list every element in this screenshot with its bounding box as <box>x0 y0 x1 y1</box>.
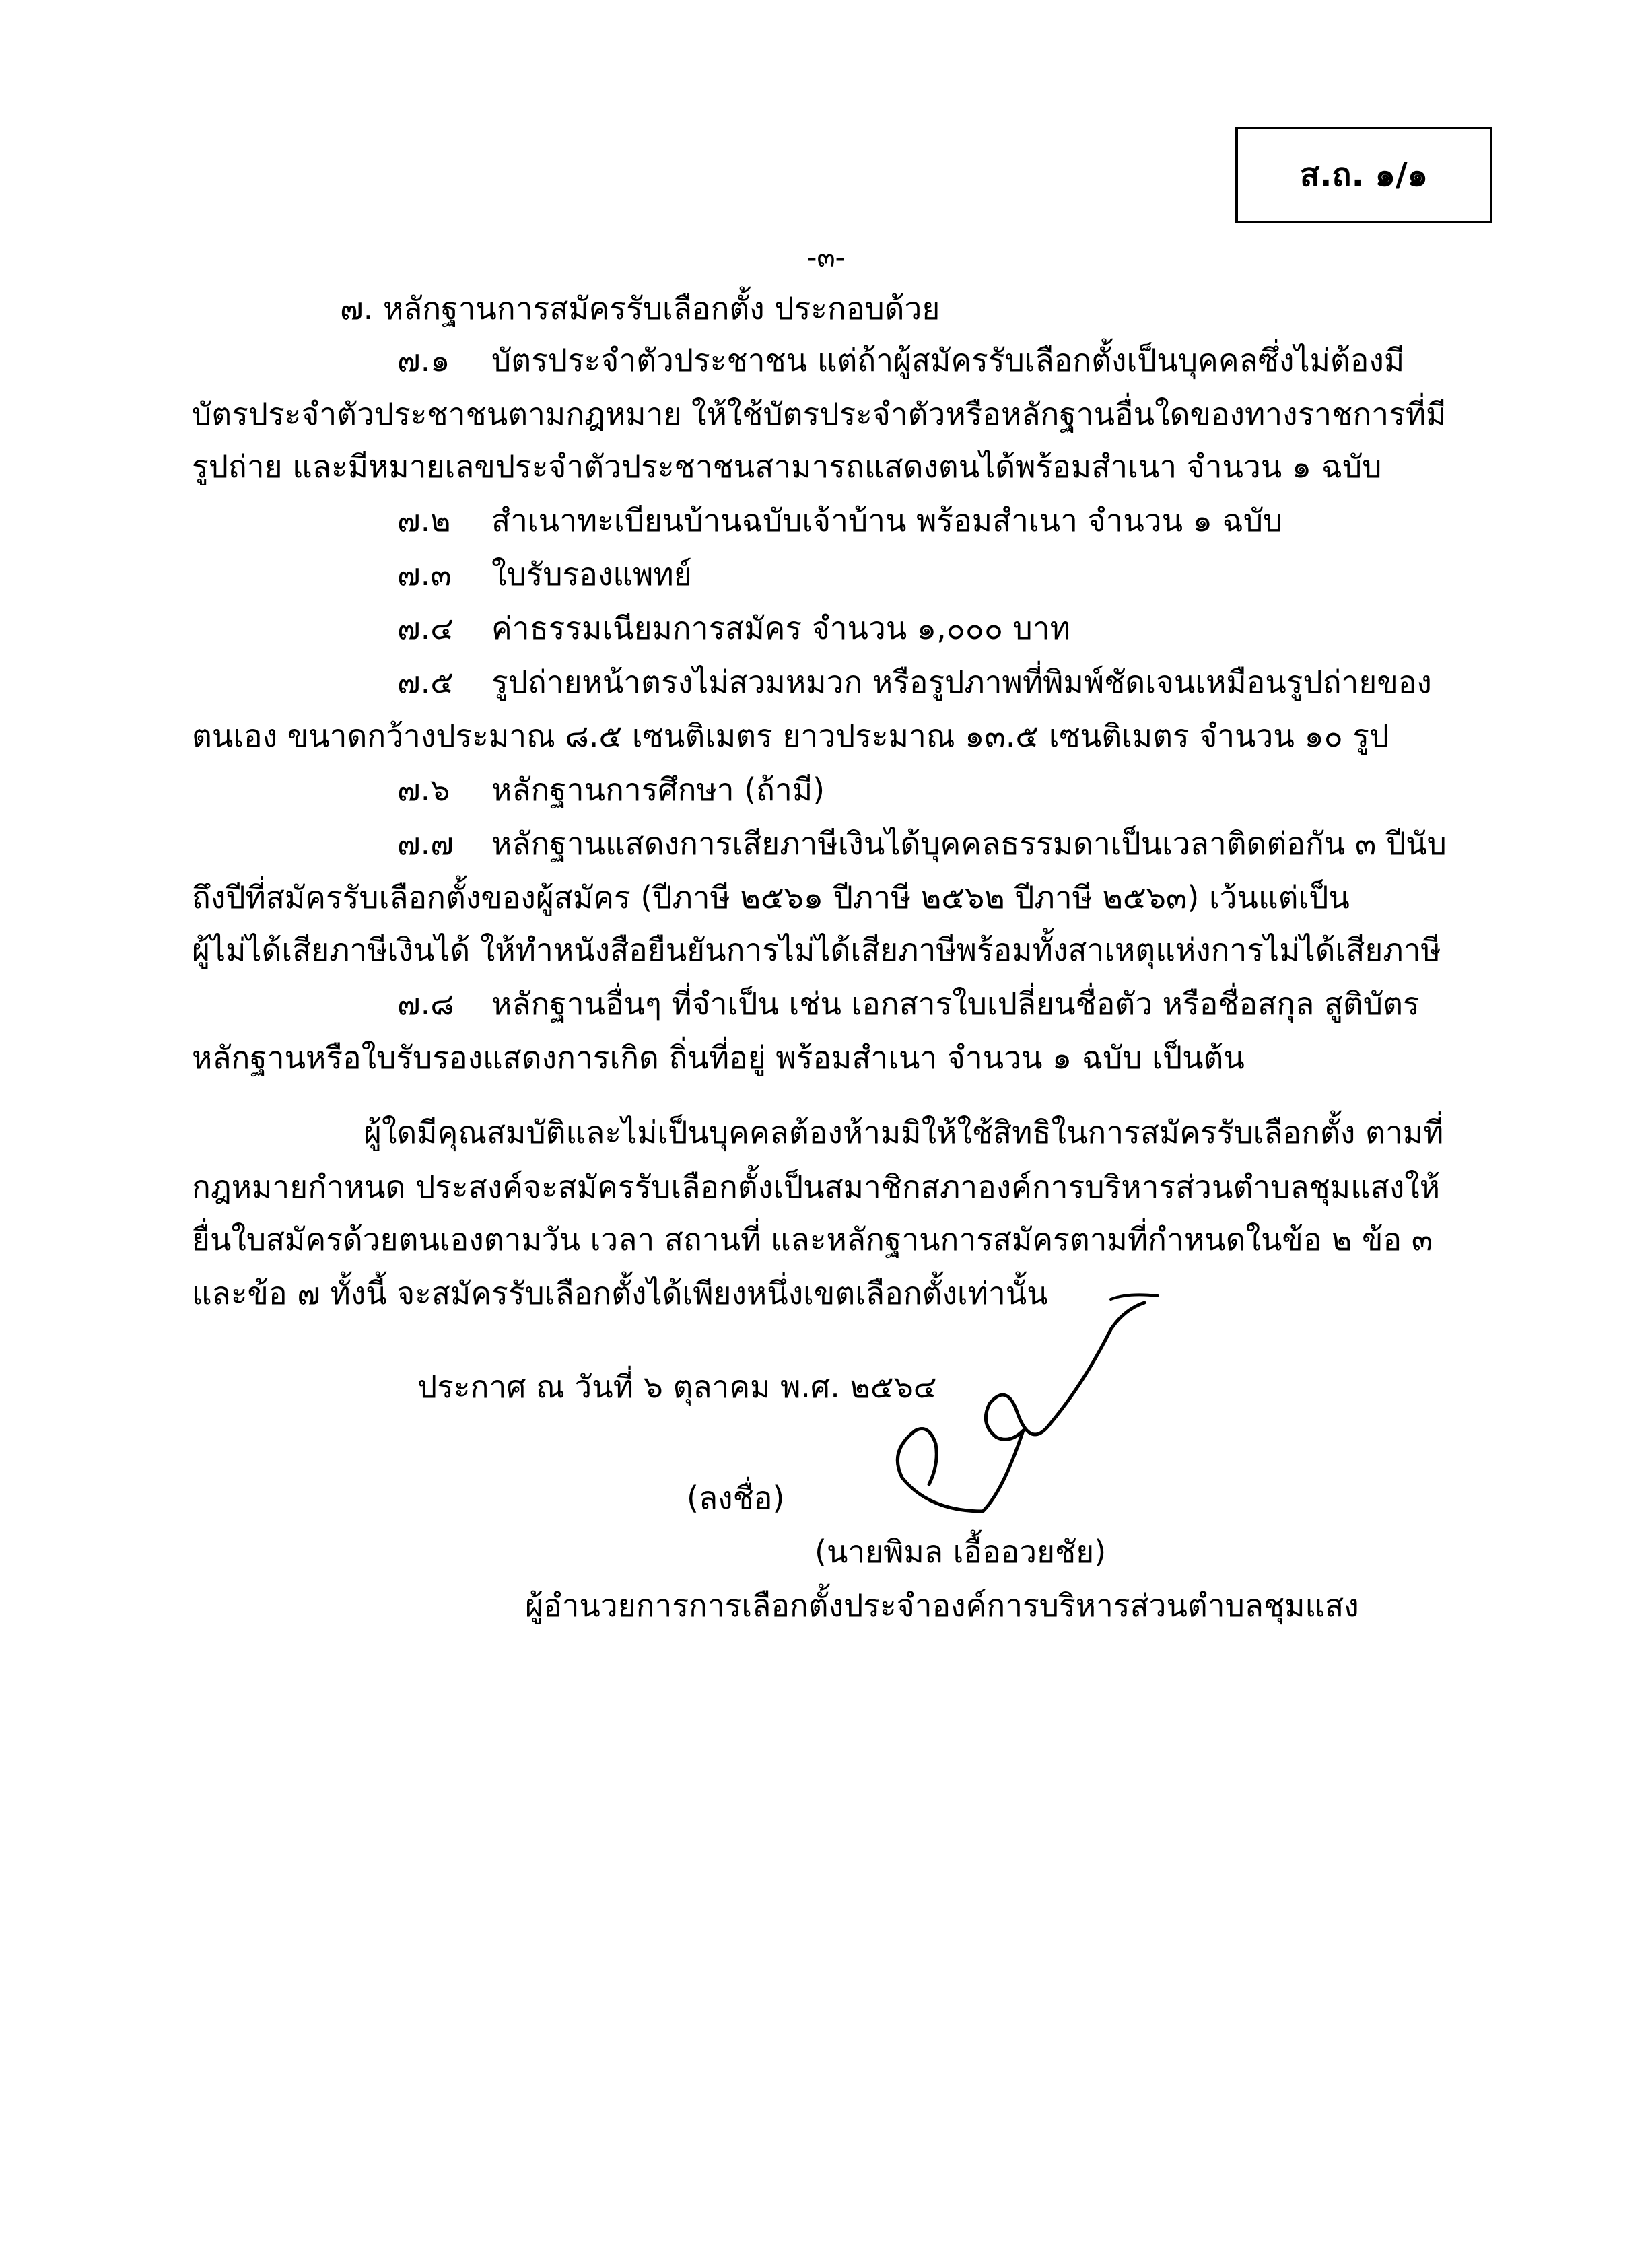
item-7-4 <box>397 608 1070 648</box>
item-7-3 <box>397 554 692 594</box>
handwritten-signature <box>828 1289 1178 1572</box>
item-text: หลักฐานแสดงการเสียภาษีเงินได้บุคคลธรรมดาเป็นเวลาติดต่อกัน ๓ ปีนับ <box>491 825 1447 862</box>
paragraph-line-1: ผู้ใดมีคุณสมบัติและไม่เป็นบุคคลต้องห้ามมิให้ใช้สิทธิในการสมัครรับเลือกตั้ง ตามที่ <box>364 1114 1444 1150</box>
item-number: ๗.๑ <box>397 342 450 378</box>
item-7-1-line-2: บัตรประจำตัวประชาชนตามกฎหมาย ให้ใช้บัตรประจำตัวหรือหลักฐานอื่นใดของทางราชการที่มี <box>192 396 1447 432</box>
item-number: ๗.๒ <box>397 502 451 539</box>
item-text: ใบรับรองแพทย์ <box>491 556 692 592</box>
form-code-box <box>1235 127 1492 223</box>
item-7-8-line-2: หลักฐานหรือใบรับรองแสดงการเกิด ถิ่นที่อยู่ พร้อมสำเนา จำนวน ๑ ฉบับ เป็นต้น <box>192 1039 1245 1076</box>
item-7-1-line-3: รูปถ่าย และมีหมายเลขประจำตัวประชาชนสามารถแสดงตนได้พร้อมสำเนา จำนวน ๑ ฉบับ <box>192 448 1382 485</box>
item-text: สำเนาทะเบียนบ้านฉบับเจ้าบ้าน พร้อมสำเนา จำนวน ๑ ฉบับ <box>491 502 1283 539</box>
item-7-7 <box>397 823 1447 864</box>
item-7-7-line-3: ผู้ไม่ได้เสียภาษีเงินได้ ให้ทำหนังสือยืนยันการไม่ได้เสียภาษีพร้อมทั้งสาเหตุแห่งการไม่ได้เสียภาษี <box>192 932 1441 968</box>
item-7-2 <box>397 500 1282 541</box>
item-7-6 <box>397 769 825 810</box>
item-7-7-line-2: ถึงปีที่สมัครรับเลือกตั้งของผู้สมัคร (ปีภาษี ๒๕๖๑ ปีภาษี ๒๕๖๒ ปีภาษี ๒๕๖๓) เว้นแต่เป็น <box>192 879 1350 916</box>
item-number: ๗.๕ <box>397 664 454 700</box>
item-number: ๗.๘ <box>397 986 454 1022</box>
signer-title: ผู้อำนวยการการเลือกตั้งประจำองค์การบริหารส่วนตำบลชุมแสง <box>525 1587 1359 1624</box>
item-7-8 <box>397 983 1420 1024</box>
item-7-5-line-2: ตนเอง ขนาดกว้างประมาณ ๘.๕ เซนติเมตร ยาวประมาณ ๑๓.๕ เซนติเมตร จำนวน ๑๐ รูป <box>192 718 1389 754</box>
item-number: ๗.๔ <box>397 610 454 646</box>
paragraph-line-4: และข้อ ๗ ทั้งนี้ จะสมัครรับเลือกตั้งได้เพียงหนึ่งเขตเลือกตั้งเท่านั้น <box>192 1275 1048 1311</box>
item-text: บัตรประจำตัวประชาชน แต่ถ้าผู้สมัครรับเลือกตั้งเป็นบุคคลซึ่งไม่ต้องมี <box>491 342 1405 378</box>
item-number: ๗.๓ <box>397 556 452 592</box>
form-code: ส.ถ. ๑/๑ <box>1299 156 1428 194</box>
announcement-date: ประกาศ ณ วันที่ ๖ ตุลาคม พ.ศ. ๒๕๖๔ <box>417 1369 937 1405</box>
item-text: หลักฐานอื่นๆ ที่จำเป็น เช่น เอกสารใบเปลี่ยนชื่อตัว หรือชื่อสกุล สูติบัตร <box>491 986 1420 1022</box>
item-7-1 <box>397 340 1404 380</box>
page-number: -๓- <box>806 242 846 273</box>
item-number: ๗.๗ <box>397 825 454 862</box>
signer-name: (นายพิมล เอื้ออวยชัย) <box>815 1533 1107 1570</box>
item-text: หลักฐานการศึกษา (ถ้ามี) <box>491 771 825 808</box>
signature-label: (ลงชื่อ) <box>687 1480 785 1516</box>
section-heading: ๗. หลักฐานการสมัครรับเลือกตั้ง ประกอบด้วย <box>340 290 940 326</box>
item-number: ๗.๖ <box>397 771 450 808</box>
item-7-5 <box>397 662 1432 702</box>
paragraph-line-3: ยื่นใบสมัครด้วยตนเองตามวัน เวลา สถานที่ และหลักฐานการสมัครตามที่กำหนดในข้อ ๒ ข้อ ๓ <box>192 1221 1433 1257</box>
item-text: ค่าธรรมเนียมการสมัคร จำนวน ๑,๐๐๐ บาท <box>491 610 1070 646</box>
item-text: รูปถ่ายหน้าตรงไม่สวมหมวก หรือรูปภาพที่พิมพ์ชัดเจนเหมือนรูปถ่ายของ <box>491 664 1432 700</box>
paragraph-line-2: กฎหมายกำหนด ประสงค์จะสมัครรับเลือกตั้งเป็นสมาชิกสภาองค์การบริหารส่วนตำบลชุมแสงให้ <box>192 1169 1441 1205</box>
